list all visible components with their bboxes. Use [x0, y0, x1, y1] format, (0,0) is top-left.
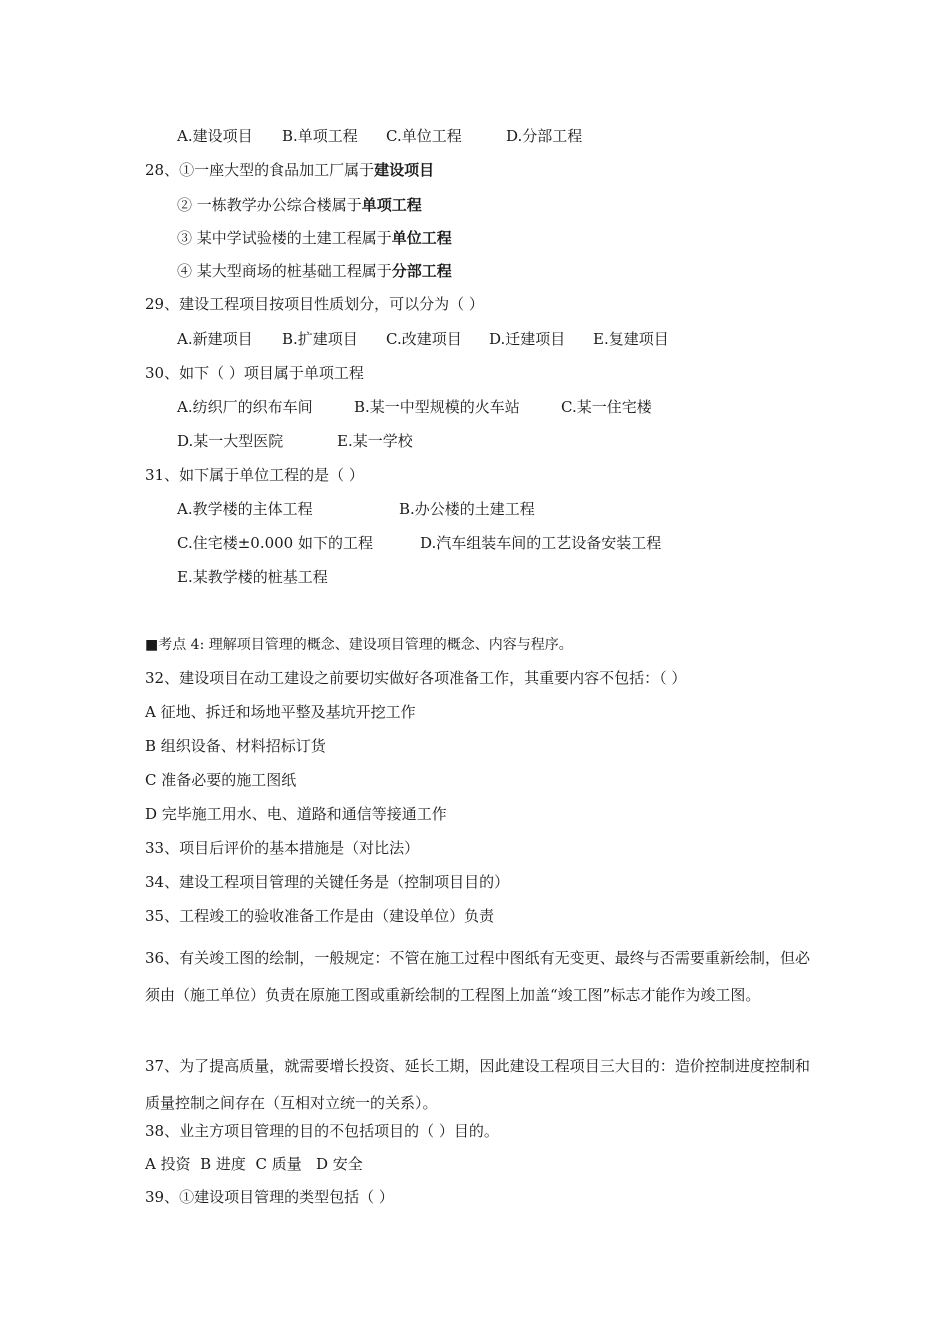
q28-item-4: ④ 某大型商场的桩基础工程属于分部工程 — [177, 262, 452, 280]
q29-option-b: B.扩建项目 — [282, 330, 358, 348]
q27-option-d: D.分部工程 — [506, 127, 583, 145]
q28-item-2: ② 一栋教学办公综合楼属于单项工程 — [177, 196, 422, 214]
q29-option-d: D.迁建项目 — [489, 330, 566, 348]
q32-option-b: B 组织设备、材料招标订货 — [145, 737, 326, 755]
q32-option-c: C 准备必要的施工图纸 — [145, 771, 297, 789]
q31-option-b: B.办公楼的土建工程 — [399, 500, 535, 518]
q36: 36、有关竣工图的绘制，一般规定：不管在施工过程中图纸有无变更、最终与否需要重新绘制，但必须由（施工单位）负责在原施工图或重新绘制的工程图上加盖“竣工图”标志才能作为竣工图。 — [145, 949, 810, 1004]
q27-option-b: B.单项工程 — [282, 127, 358, 145]
q30-option-e: E.某一学校 — [337, 432, 413, 450]
q31-option-a: A.教学楼的主体工程 — [177, 500, 313, 518]
q29-option-a: A.新建项目 — [177, 330, 253, 348]
q29-option-c: C.改建项目 — [386, 330, 462, 348]
q39: 39、①建设项目管理的类型包括（ ） — [145, 1188, 394, 1206]
q28-item-3: ③ 某中学试验楼的土建工程属于单位工程 — [177, 229, 452, 247]
section-4-heading: ■考点 4: 理解项目管理的概念、建设项目管理的概念、内容与程序。 — [145, 637, 573, 653]
q31-option-c: C.住宅楼±0.000 如下的工程 — [177, 534, 373, 552]
q32-stem: 32、建设项目在动工建设之前要切实做好各项准备工作，其重要内容不包括：（ ） — [145, 669, 687, 687]
q31-option-e: E.某教学楼的桩基工程 — [177, 568, 328, 586]
q33: 33、项目后评价的基本措施是（对比法） — [145, 839, 420, 857]
q38-options: A 投资 B 进度 C 质量 D 安全 — [145, 1155, 363, 1173]
q30-option-d: D.某一大型医院 — [177, 432, 284, 450]
q32-option-a: A 征地、拆迁和场地平整及基坑开挖工作 — [145, 703, 416, 721]
q27-option-c: C.单位工程 — [386, 127, 462, 145]
q30-option-b: B.某一中型规模的火车站 — [354, 398, 520, 416]
q30-option-a: A.纺织厂的织布车间 — [177, 398, 313, 416]
q32-option-d: D 完毕施工用水、电、道路和通信等接通工作 — [145, 805, 447, 823]
q38-stem: 38、业主方项目管理的目的不包括项目的（ ）目的。 — [145, 1122, 499, 1140]
q29-option-e: E.复建项目 — [593, 330, 669, 348]
q27-option-a: A.建设项目 — [177, 127, 253, 145]
q28-stem: 28、①一座大型的食品加工厂属于建设项目 — [145, 161, 435, 179]
q31-option-d: D.汽车组装车间的工艺设备安装工程 — [420, 534, 662, 552]
q34: 34、建设工程项目管理的关键任务是（控制项目目的） — [145, 873, 510, 891]
q31-stem: 31、如下属于单位工程的是（ ） — [145, 466, 364, 484]
q37: 37、为了提高质量，就需要增长投资、延长工期，因此建设工程项目三大目的：造价控制进度控制和质量控制之间存在（互相对立统一的关系）。 — [145, 1057, 810, 1112]
q35: 35、工程竣工的验收准备工作是由（建设单位）负责 — [145, 907, 495, 925]
q29-stem: 29、建设工程项目按项目性质划分，可以分为（ ） — [145, 295, 484, 313]
q30-stem: 30、如下（ ）项目属于单项工程 — [145, 364, 364, 382]
q30-option-c: C.某一住宅楼 — [561, 398, 652, 416]
